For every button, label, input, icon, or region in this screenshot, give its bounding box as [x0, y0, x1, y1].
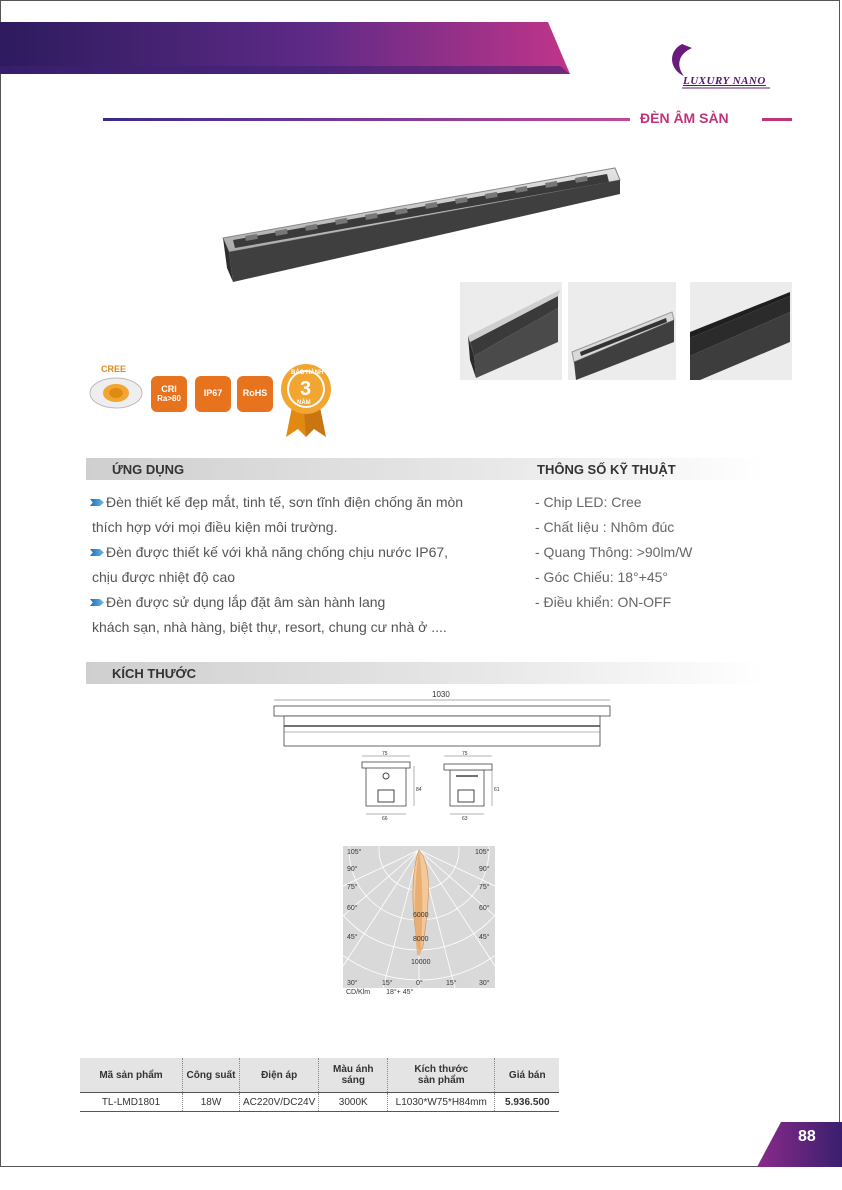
header-rule-left: [103, 118, 630, 121]
polar-light-distribution: [343, 846, 495, 998]
product-thumbnail-1: [460, 282, 562, 380]
table-header: Kích thước sản phẩm: [388, 1058, 495, 1093]
table-header: Giá bán: [495, 1058, 560, 1093]
product-thumbnail-2: [568, 282, 676, 380]
table-header: Điện áp: [240, 1058, 319, 1093]
dimension-height-a: 84: [416, 787, 422, 793]
polar-angle-left: 105°: [347, 849, 362, 856]
warranty-arc-text: BẢO HÀNH: [291, 370, 324, 376]
dimensions-heading: KÍCH THƯỚC: [112, 666, 196, 681]
arrow-bullet-icon: [90, 549, 104, 556]
dimension-length: 1030: [432, 690, 450, 699]
dimension-base-b: 63: [462, 816, 468, 822]
table-cell: TL-LMD1801: [80, 1093, 183, 1112]
warranty-unit: NĂM: [297, 400, 311, 406]
table-header: Mã sản phẩm: [80, 1058, 183, 1093]
application-line: Đèn được thiết kế với khả năng chống chịu nước IP67,: [90, 544, 448, 560]
page-title: ĐÈN ÂM SÀN: [640, 110, 729, 126]
polar-beam: 18°+ 45°: [386, 989, 414, 996]
polar-angle-left: 90°: [347, 866, 358, 873]
product-image: [215, 160, 625, 290]
polar-unit: CD/Klm: [346, 989, 371, 996]
table-cell: AC220V/DC24V: [240, 1093, 319, 1112]
dimension-width-b: 75: [462, 751, 468, 757]
table-header: Màu ánh sáng: [319, 1058, 388, 1093]
ip67-badge: IP67: [195, 376, 231, 412]
price-table: [80, 1058, 559, 1112]
polar-ring-label: 10000: [411, 959, 431, 966]
table-header: Công suất: [183, 1058, 240, 1093]
polar-angle-left: 60°: [347, 905, 358, 912]
specs-heading: THÔNG SỐ KỸ THUẬT: [537, 462, 676, 477]
page-number: 88: [798, 1128, 816, 1145]
dimension-width-a: 75: [382, 751, 388, 757]
polar-angle-bottom: 0°: [416, 980, 423, 987]
application-line: chịu được nhiệt độ cao: [92, 569, 236, 585]
cri-badge-top: CRI: [161, 384, 177, 395]
polar-ring-label: 8000: [413, 936, 429, 943]
polar-angle-left: 30°: [347, 980, 358, 987]
polar-angle-right: 30°: [479, 980, 490, 987]
cree-chip-icon: [88, 376, 144, 410]
dimension-drawing: [270, 686, 615, 826]
header-rule-right: [762, 118, 792, 121]
polar-angle-left: 75°: [347, 884, 358, 891]
rohs-badge: RoHS: [237, 376, 273, 412]
polar-angle-right: 60°: [479, 905, 490, 912]
product-thumbnail-3: [690, 282, 792, 380]
cree-label: CREE: [101, 364, 127, 374]
table-header-row: [80, 1058, 559, 1093]
polar-angle-right: 75°: [479, 884, 490, 891]
logo-text: LUXURY NANO: [683, 75, 766, 87]
spec-line: - Góc Chiếu: 18°+45°: [535, 569, 668, 585]
polar-angle-bottom: 15°: [382, 980, 393, 987]
dimension-base-a: 66: [382, 816, 388, 822]
polar-angle-right: 45°: [479, 934, 490, 941]
polar-angle-bottom: 15°: [446, 980, 457, 987]
table-cell: 3000K: [319, 1093, 388, 1112]
application-line: Đèn thiết kế đẹp mắt, tinh tế, sơn tĩnh điện chống ăn mòn: [90, 494, 463, 510]
table-cell: 18W: [183, 1093, 240, 1112]
cri-badge-bottom: Ra>80: [157, 393, 181, 403]
application-heading: ỨNG DỤNG: [112, 462, 185, 477]
cri-badge: [151, 376, 187, 412]
polar-angle-right: 105°: [475, 849, 490, 856]
warranty-number: 3: [300, 378, 312, 400]
polar-caption: [346, 989, 413, 996]
application-line: thích hợp với mọi điều kiện môi trường.: [92, 519, 338, 535]
top-banner: [0, 22, 570, 74]
polar-ring-label: 6000: [413, 912, 429, 919]
spec-line: - Quang Thông: >90lm/W: [535, 544, 693, 560]
spec-line: - Chip LED: Cree: [535, 494, 642, 510]
dimension-height-b: 61: [494, 787, 500, 793]
arrow-bullet-icon: [90, 599, 104, 606]
table-row: [80, 1093, 559, 1112]
spec-line: - Chất liệu : Nhôm đúc: [535, 519, 675, 535]
price-cell: 5.936.500: [495, 1093, 560, 1112]
polar-angle-left: 45°: [347, 934, 358, 941]
application-line: khách sạn, nhà hàng, biệt thự, resort, chung cư nhà ở ....: [92, 619, 447, 635]
table-cell: L1030*W75*H84mm: [388, 1093, 495, 1112]
arrow-bullet-icon: [90, 499, 104, 506]
spec-line: - Điều khiển: ON-OFF: [535, 594, 672, 610]
application-line: Đèn được sử dụng lắp đặt âm sàn hành lang: [90, 594, 385, 610]
polar-angle-right: 90°: [479, 866, 490, 873]
